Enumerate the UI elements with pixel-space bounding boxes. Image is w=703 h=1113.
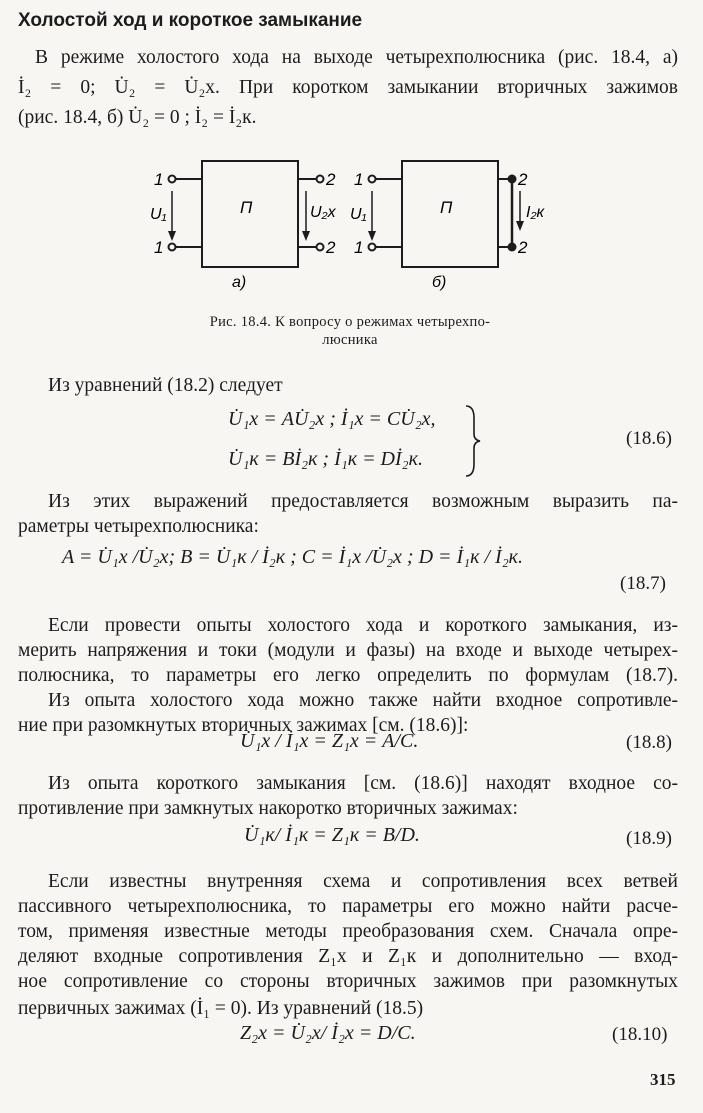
paragraph-3-line-1: Если провести опыты холостого хода и короткого замыкания, из- — [48, 615, 678, 636]
box-label-b: П — [440, 198, 453, 217]
paragraph-3-line-4: Из опыта холостого хода можно также найти входное сопротивле- — [48, 690, 678, 711]
intro-line-1: В режиме холостого хода на выходе четырехполюсника (рис. 18.4, а) — [35, 47, 678, 68]
u2x-label: U₂х — [310, 204, 336, 221]
u1-label-b: U₁ — [350, 206, 367, 223]
paragraph-3-line-5: ние при разомкнутых вторичных зажимах [см. (18.6)]: — [18, 715, 469, 736]
paragraph-5-line-6: первичных зажимах (İ₁ = 0). Из уравнений (18.5) — [18, 998, 424, 1019]
terminal-2p-a: 2 — [326, 238, 336, 257]
terminal-1p-b: 1 — [354, 238, 364, 257]
eq-18-6-line-1: U̇₁х = AU̇₂х ; İ₁х = CU̇₂х, — [228, 408, 436, 430]
eq-18-6-brace — [462, 404, 484, 478]
terminal-1-b: 1 — [354, 170, 364, 189]
eq-18-7: A = U̇₁х /U̇₂х; B = U̇₁к / İ₂к ; C = İ₁х /U̇₂х ; D = İ₁к / İ₂к. — [62, 546, 524, 568]
terminal-1p-a: 1 — [154, 238, 164, 257]
terminal-2-a: 2 — [326, 170, 336, 189]
paragraph-3-line-2: мерить напряжения и токи (модули и фазы) на входе и выходе четырех- — [18, 640, 678, 661]
eq-18-6-number: (18.6) — [626, 428, 672, 449]
terminal-1-a: 1 — [154, 170, 164, 189]
i2k-label: I₂к — [526, 204, 545, 221]
u1-label-a: U₁ — [150, 206, 167, 223]
figure-caption-line-2: люсника — [322, 332, 378, 348]
eq-18-9: U̇₁к/ İ₁к = Z₁к = B/D. — [244, 824, 420, 846]
paragraph-1: Из уравнений (18.2) следует — [48, 375, 283, 396]
sub-label-b: б) — [432, 274, 447, 291]
terminal-2p-b: 2 — [518, 238, 528, 257]
paragraph-2-line-2: раметры четырехполюсника: — [18, 516, 259, 537]
paragraph-2-line-1: Из этих выражений предоставляется возможным выразить па- — [48, 491, 678, 512]
paragraph-5-line-1: Если известны внутренняя схема и сопротивления всех ветвей — [48, 871, 678, 892]
page-number: 315 — [650, 1070, 676, 1089]
paragraph-4-line-2: противление при замкнутых накоротко вторичных зажимах: — [18, 798, 518, 819]
intro-line-2: İ₂ = 0; U̇₂ = U̇₂х. При коротком замыкании вторичных зажимов — [18, 77, 678, 98]
eq-18-7-number: (18.7) — [620, 573, 666, 594]
paragraph-5-line-2: пассивного четырехполюсника, то параметры его можно найти расче- — [18, 896, 678, 917]
paragraph-5-line-4: деляют входные сопротивления Z₁х и Z₁к и дополнительно — вход- — [18, 946, 678, 967]
eq-18-6-line-2: U̇₁к = Bİ₂к ; İ₁к = Dİ₂к. — [228, 448, 423, 470]
sub-label-a: а) — [232, 274, 247, 291]
paragraph-5-line-5: ное сопротивление со стороны вторичных зажимов при разомкнутых — [18, 971, 678, 992]
eq-18-8: U̇₁х / İ₁х = Z₁х = A/C. — [240, 730, 419, 752]
terminal-2-b: 2 — [518, 170, 528, 189]
eq-18-8-number: (18.8) — [626, 732, 672, 753]
eq-18-10-number: (18.10) — [612, 1024, 668, 1045]
section-heading: Холостой ход и короткое замыкание — [18, 10, 363, 31]
eq-18-10: Z₂х = U̇₂х/ İ₂х = D/C. — [240, 1022, 416, 1044]
figure-caption-line-1: Рис. 18.4. К вопросу о режимах четырехпо- — [209, 314, 491, 330]
paragraph-4-line-1: Из опыта короткого замыкания [см. (18.6)] находят входное со- — [48, 773, 678, 794]
figure-18-4 — [140, 155, 560, 295]
paragraph-5-line-3: том, применяя известные методы преобразования схем. Сначала опре- — [18, 921, 678, 942]
eq-18-9-number: (18.9) — [626, 828, 672, 849]
box-label-a: П — [240, 198, 253, 217]
intro-line-3: (рис. 18.4, б) U̇₂ = 0 ; İ₂ = İ₂к. — [18, 107, 257, 128]
paragraph-3-line-3: полюсника, то параметры его легко определить по формулам (18.7). — [18, 665, 678, 686]
